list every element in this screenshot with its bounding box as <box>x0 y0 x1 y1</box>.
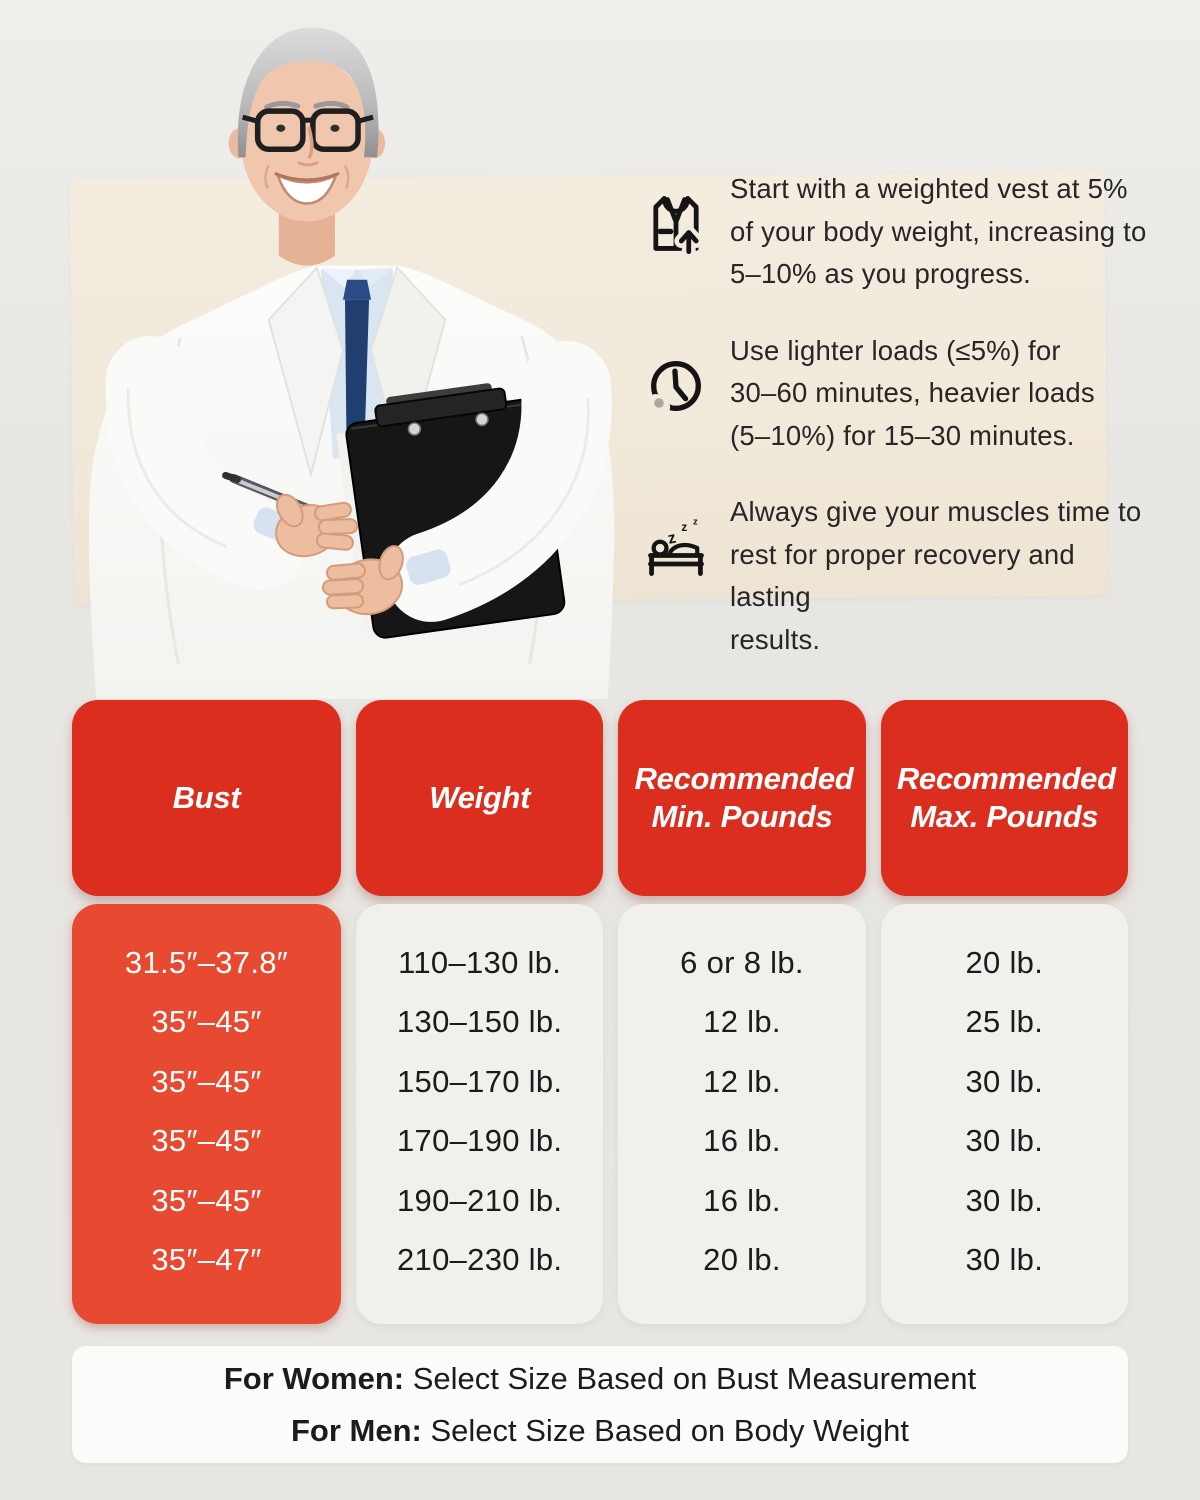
table-cell: 35″–47″ <box>151 1242 262 1278</box>
doctor-photo <box>58 16 640 700</box>
table-cell: 31.5″–37.8″ <box>124 944 289 980</box>
table-cell: 35″–45″ <box>151 1182 262 1218</box>
weighted-vest-increase-icon <box>622 168 730 258</box>
note-text-men: Select Size Based on Body Weight <box>421 1412 909 1448</box>
column-header-weight: Weight <box>356 700 603 896</box>
note-label-women: For Women: <box>223 1360 405 1396</box>
rest-sleep-icon <box>622 491 730 581</box>
tip-rest <box>622 491 1162 661</box>
table-cell: 170–190 lb. <box>396 1123 563 1159</box>
table-cell: 20 lb. <box>965 944 1044 980</box>
bust-column <box>72 904 341 1324</box>
min-pounds-column <box>618 904 865 1324</box>
size-table <box>72 700 1128 1324</box>
table-cell: 35″–45″ <box>151 1123 262 1159</box>
note-text-women: Select Size Based on Bust Measurement <box>404 1360 977 1396</box>
column-header-min-pounds: Recommended Min. Pounds <box>618 700 865 896</box>
table-cell: 12 lb. <box>703 1004 781 1040</box>
svg-text:z: z <box>693 516 698 528</box>
table-cell: 210–230 lb. <box>396 1242 563 1278</box>
tip-vest-weight <box>622 168 1162 296</box>
column-header-bust: Bust <box>72 700 341 896</box>
table-cell: 35″–45″ <box>151 1004 262 1040</box>
svg-text:z: z <box>681 521 688 535</box>
table-cell: 16 lb. <box>703 1123 781 1159</box>
table-cell: 30 lb. <box>965 1063 1044 1099</box>
table-cell: 150–170 lb. <box>396 1063 563 1099</box>
table-cell: 30 lb. <box>965 1242 1044 1278</box>
table-cell: 110–130 lb. <box>398 944 562 980</box>
weight-column <box>356 904 603 1324</box>
table-cell: 30 lb. <box>965 1182 1044 1218</box>
note-label-men: For Men: <box>291 1412 422 1448</box>
max-pounds-column <box>881 904 1128 1324</box>
tip-text: Always give your muscles time to rest for proper recovery and lasting results. <box>730 496 1142 655</box>
column-header-max-pounds: Recommended Max. Pounds <box>881 700 1128 896</box>
clock-icon <box>622 330 730 420</box>
table-cell: 190–210 lb. <box>396 1182 563 1218</box>
tip-text: Use lighter loads (≤5%) for 30–60 minutes, heavier loads (5–10%) for 15–30 minutes. <box>730 334 1095 451</box>
table-cell: 12 lb. <box>703 1063 781 1099</box>
note-line-women <box>224 1353 976 1405</box>
tip-text: Start with a weighted vest at 5% of your body weight, increasing to 5–10% as you progress. <box>730 173 1147 289</box>
table-cell: 30 lb. <box>965 1123 1044 1159</box>
usage-tips <box>622 168 1162 695</box>
table-cell: 20 lb. <box>703 1242 781 1278</box>
sizing-note <box>72 1346 1128 1463</box>
table-cell: 6 or 8 lb. <box>680 944 804 980</box>
table-cell: 35″–45″ <box>151 1063 262 1099</box>
note-line-men <box>291 1405 909 1457</box>
svg-text:z: z <box>666 529 678 548</box>
tip-duration <box>622 330 1162 458</box>
table-cell: 16 lb. <box>703 1182 781 1218</box>
table-cell: 130–150 lb. <box>396 1004 563 1040</box>
table-cell: 25 lb. <box>965 1004 1044 1040</box>
